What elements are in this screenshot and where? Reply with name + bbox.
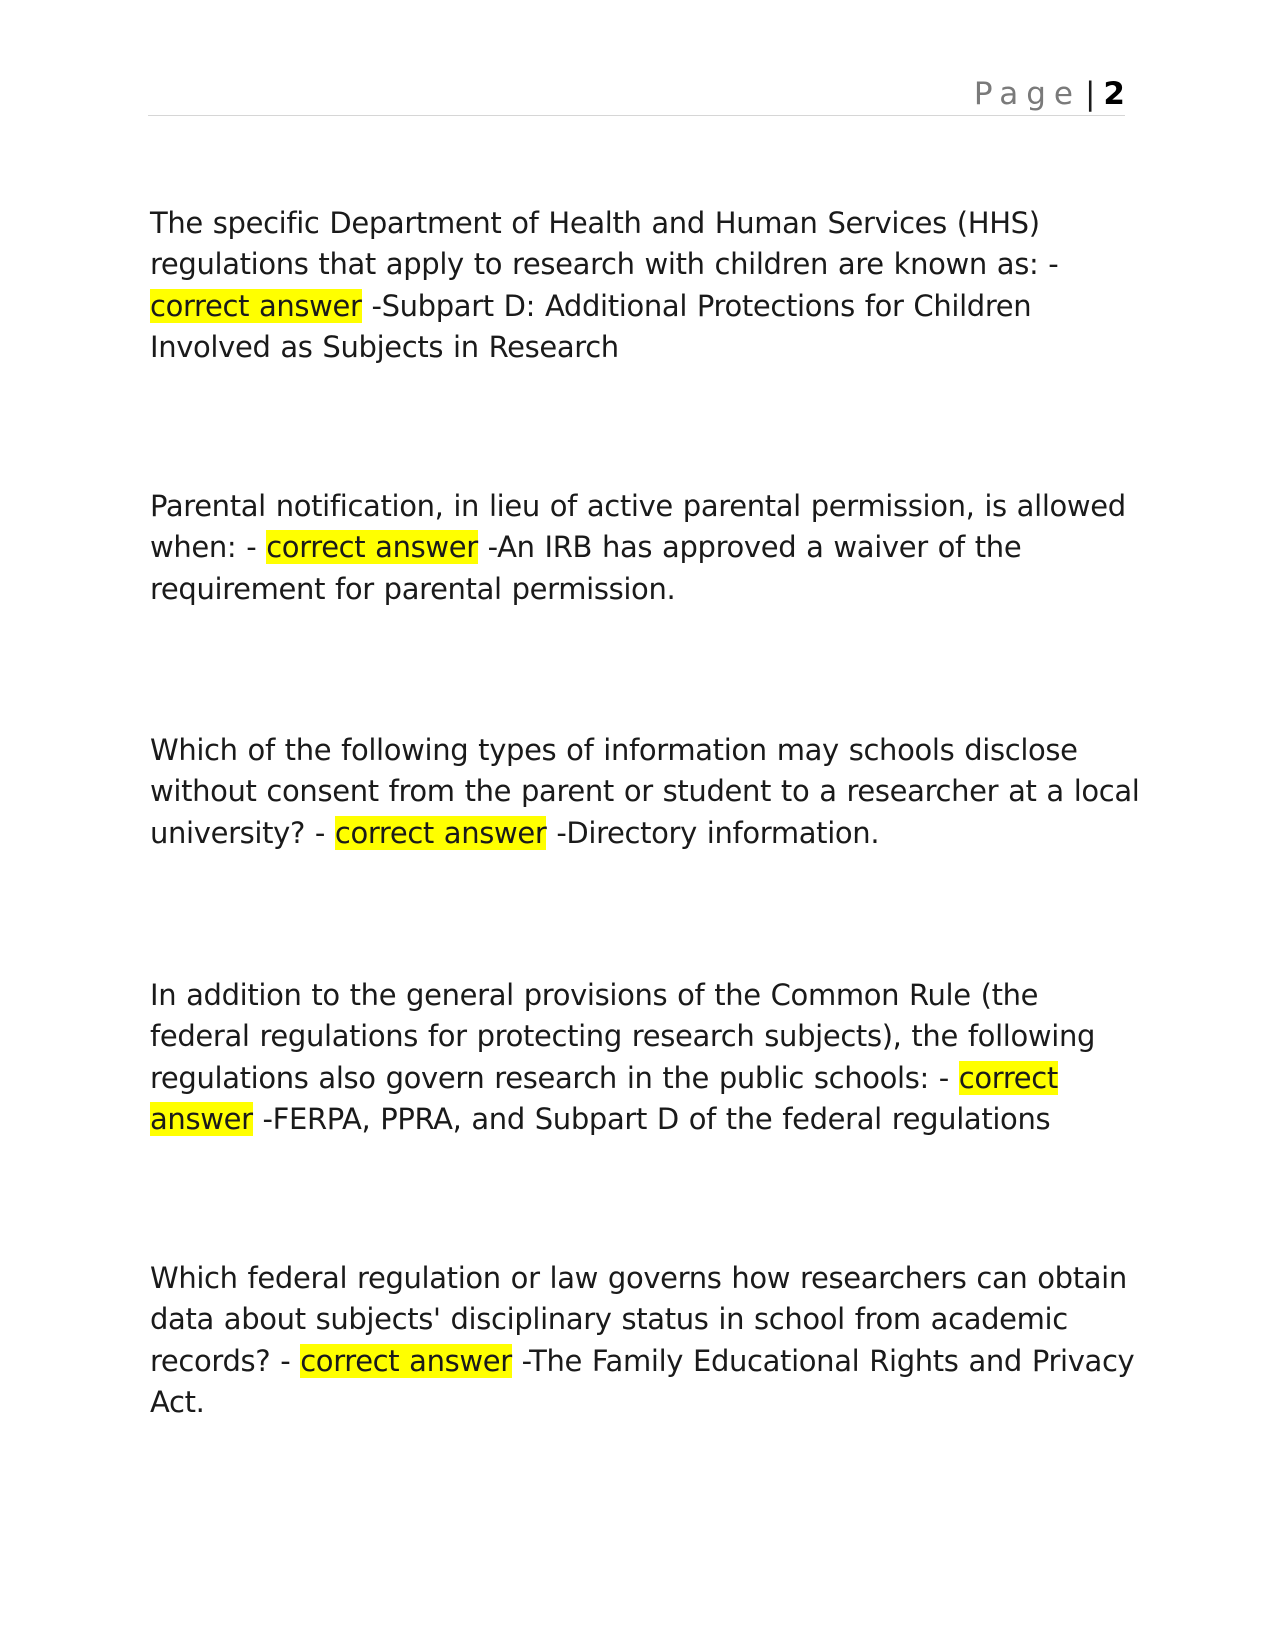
correct-answer-highlight: correct answer — [150, 288, 362, 323]
header-divider — [148, 115, 1125, 116]
question-text: Which federal regulation or law governs how researchers can obtain data about subjects' disciplinary status in school from academic records? - — [150, 1261, 1127, 1378]
question-text: The specific Department of Health and Human Services (HHS) regulations that apply to research with children are known as: - — [150, 206, 1059, 282]
page-header — [148, 74, 1125, 114]
question-text: Which of the following types of information may schools disclose without consent from the parent or student to a researcher at a local university? - — [150, 733, 1140, 850]
page-number: 2 — [1103, 76, 1125, 112]
correct-answer-highlight: correct answer — [150, 1060, 1058, 1137]
question-text: Parental notification, in lieu of active parental permission, is allowed when: - — [150, 489, 1126, 565]
qa-item-1 — [150, 203, 1140, 369]
page-separator: | — [1084, 76, 1096, 112]
answer-text: -FERPA, PPRA, and Subpart D of the federal regulations — [252, 1102, 1051, 1137]
answer-text: -An IRB has approved a waiver of the requirement for parental permission. — [150, 530, 1022, 606]
qa-item-4 — [150, 975, 1140, 1141]
correct-answer-highlight: correct answer — [300, 1343, 512, 1378]
answer-text: -The Family Educational Rights and Privacy Act. — [150, 1343, 1135, 1420]
qa-item-2 — [150, 486, 1140, 610]
page-label: Page — [973, 76, 1081, 112]
qa-item-5 — [150, 1258, 1140, 1424]
correct-answer-highlight: correct answer — [266, 530, 478, 565]
answer-text: -Directory information. — [546, 815, 880, 850]
qa-item-3 — [150, 730, 1140, 854]
question-text: In addition to the general provisions of the Common Rule (the federal regulations for protecting research subjects), the following regulations also govern research in the public schools: - — [150, 978, 1096, 1095]
correct-answer-highlight: correct answer — [334, 815, 547, 850]
answer-text: -Subpart D: Additional Protections for Children Involved as Subjects in Research — [150, 288, 1032, 365]
